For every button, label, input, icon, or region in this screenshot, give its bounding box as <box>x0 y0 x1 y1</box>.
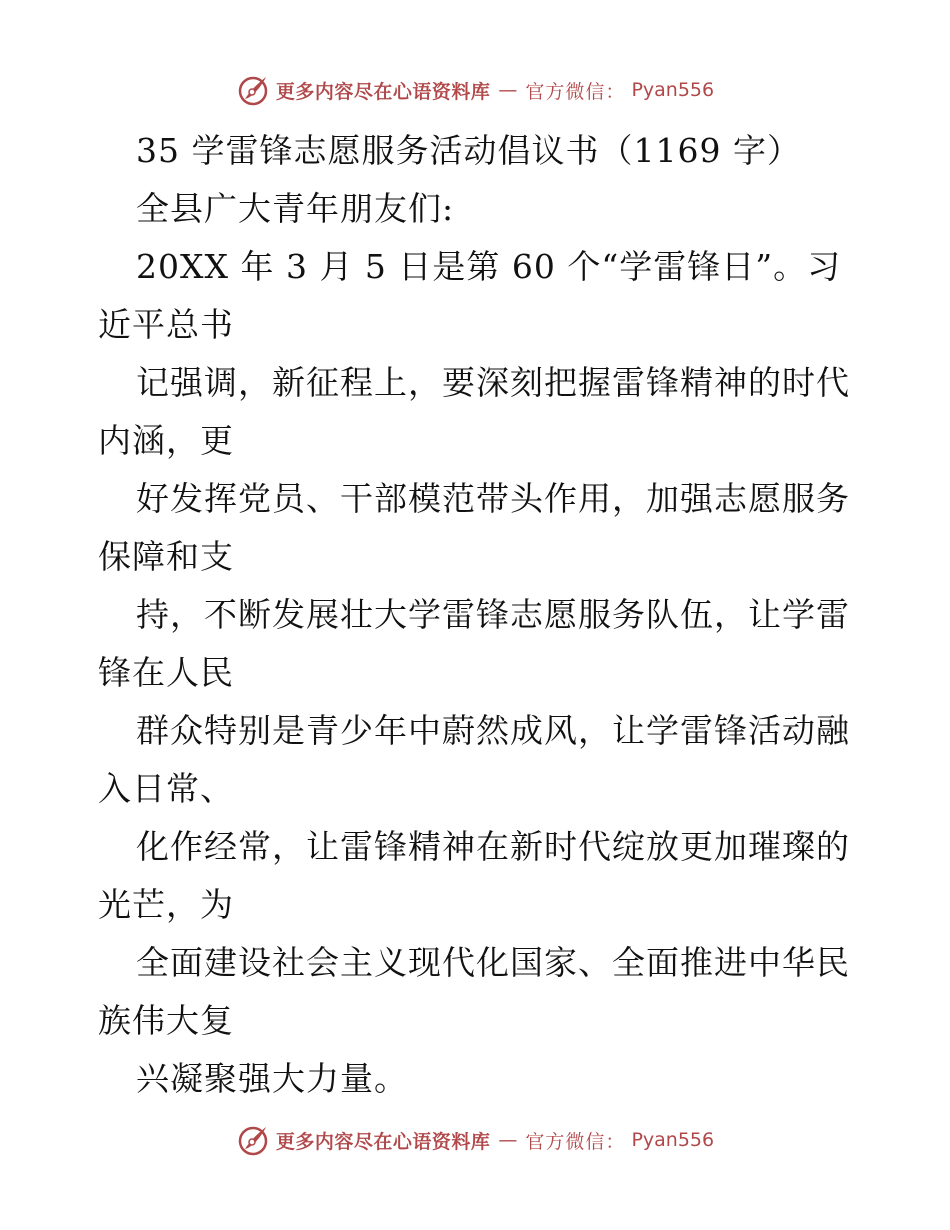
paragraph-line: 族伟大复 <box>98 1001 234 1040</box>
feather-pen-logo-icon <box>236 73 270 107</box>
paragraph-line: 持，不断发展壮大学雷锋志愿服务队伍，让学雷 <box>136 595 850 634</box>
paragraph-line: 内涵，更 <box>98 421 234 460</box>
paragraph-line: 入日常、 <box>98 769 234 808</box>
document-title: 35 学雷锋志愿服务活动倡议书（1169 字） <box>136 131 801 170</box>
banner-contact-label: 官方微信： <box>525 1130 626 1153</box>
banner-brand: 更多内容尽在心语资料库 <box>275 1130 491 1153</box>
footer-banner <box>0 1120 950 1160</box>
salutation: 全县广大青年朋友们: <box>136 189 455 228</box>
banner-contact-id: Pyan556 <box>631 79 715 101</box>
banner-contact-label: 官方微信： <box>525 80 626 103</box>
header-banner <box>0 70 950 110</box>
banner-separator: — <box>498 79 518 101</box>
banner-brand: 更多内容尽在心语资料库 <box>275 80 491 103</box>
paragraph-line: 兴凝聚强大力量。 <box>136 1059 408 1098</box>
banner-contact-id: Pyan556 <box>631 1129 715 1151</box>
paragraph-line: 好发挥党员、干部模范带头作用，加强志愿服务 <box>136 479 850 518</box>
paragraph-line: 近平总书 <box>98 305 234 344</box>
paragraph-line: 保障和支 <box>98 537 234 576</box>
paragraph-line: 全面建设社会主义现代化国家、全面推进中华民 <box>136 943 850 982</box>
document-body <box>98 122 858 1108</box>
paragraph-line: 群众特别是青少年中蔚然成风，让学雷锋活动融 <box>136 711 850 750</box>
paragraph-line: 20XX 年 3 月 5 日是第 60 个“学雷锋日”。习 <box>136 247 842 286</box>
paragraph-line: 锋在人民 <box>98 653 234 692</box>
paragraph-line: 记强调，新征程上，要深刻把握雷锋精神的时代 <box>136 363 850 402</box>
banner-separator: — <box>498 1129 518 1151</box>
paragraph-line: 化作经常，让雷锋精神在新时代绽放更加璀璨的 <box>136 827 850 866</box>
feather-pen-logo-icon <box>236 1123 270 1157</box>
paragraph-line: 光芒，为 <box>98 885 234 924</box>
